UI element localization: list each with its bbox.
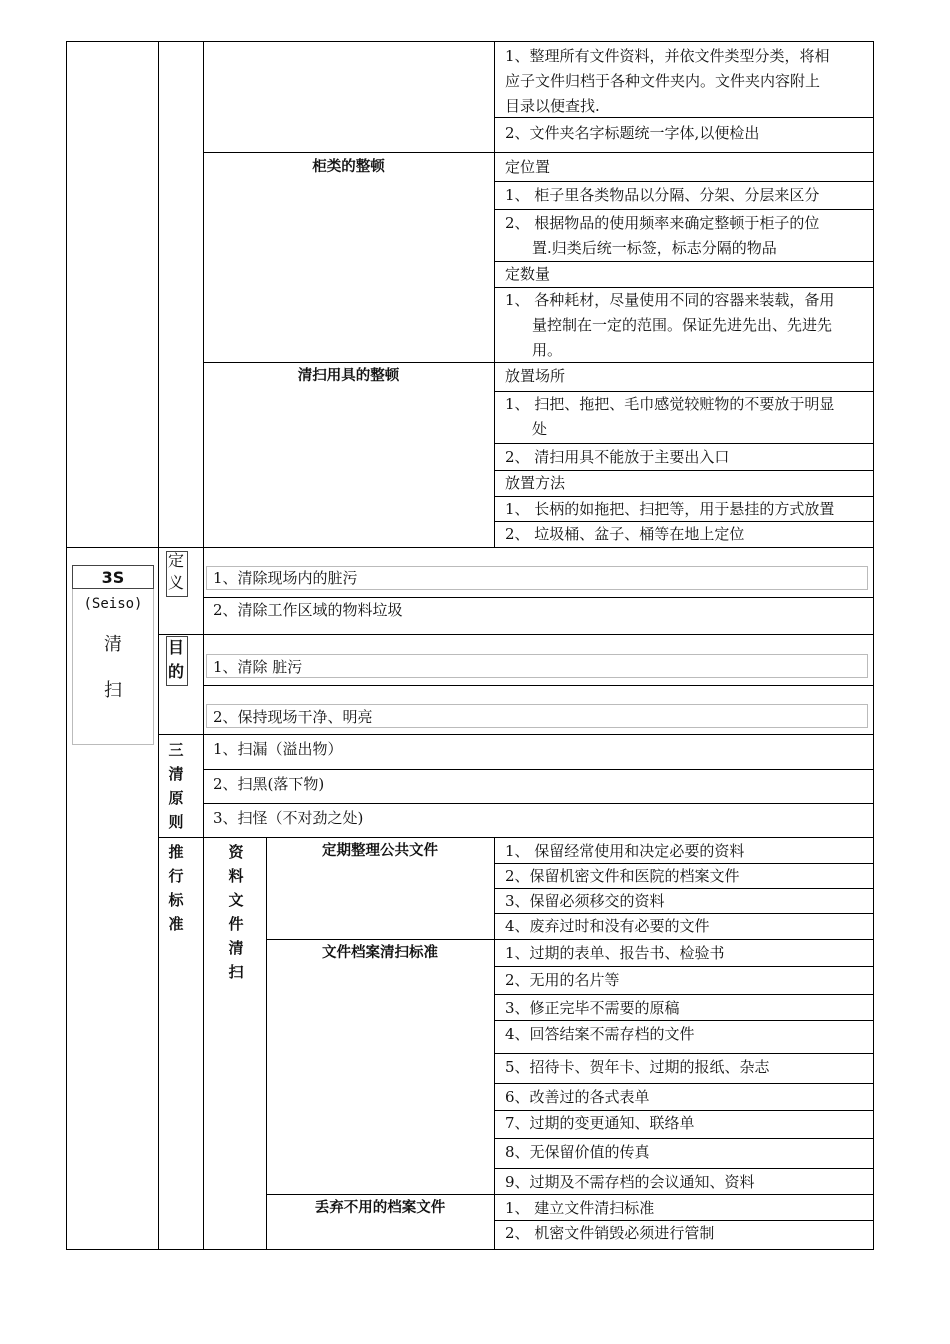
cabinet-row-3b: 置.归类后统一标签，标志分隔的物品: [532, 239, 777, 257]
cabinet-row-1: 定位置: [505, 158, 551, 176]
tools-row-6: 2、 垃圾桶、盆子、桶等在地上定位: [505, 525, 745, 543]
definition-label: 定义: [167, 551, 184, 592]
discard-item: 2、 机密文件销毁必须进行管制: [505, 1224, 715, 1242]
principles-label: 三清原则: [168, 741, 184, 831]
purpose-item-2: 2、保持现场干净、明亮: [213, 708, 373, 726]
cabinet-row-2: 1、 柜子里各类物品以分隔、分架、分层来区分: [505, 186, 820, 204]
archive-label: 文件档案清扫标准: [322, 945, 438, 961]
tools-row-1: 放置场所: [505, 367, 566, 385]
cabinet-row-4: 定数量: [505, 265, 551, 283]
tools-row-5: 1、 长柄的如拖把、扫把等，用于悬挂的方式放置: [505, 500, 835, 518]
definition-item-1: 1、清除现场内的脏污: [213, 569, 358, 587]
archive-item: 7、过期的变更通知、联络单: [505, 1114, 695, 1132]
standard-label: 推行标准: [168, 843, 184, 933]
tools-row-3: 2、 清扫用具不能放于主要出入口: [505, 448, 730, 466]
principle-item-1: 1、扫漏（溢出物）: [213, 740, 343, 758]
file-row-4: 2、文件夹名字标题统一字体,以便检出: [505, 124, 760, 142]
file-row-2: 应子文件归档于各种文件夹内。文件夹内容附上: [505, 72, 821, 90]
periodic-item: 2、保留机密文件和医院的档案文件: [505, 867, 740, 885]
periodic-label: 定期整理公共文件: [322, 843, 438, 859]
archive-item: 5、招待卡、贺年卡、过期的报纸、杂志: [505, 1058, 770, 1076]
discard-item: 1、 建立文件清扫标准: [505, 1199, 655, 1217]
archive-item: 3、修正完毕不需要的原稿: [505, 999, 680, 1017]
seiso-char-1: 清: [104, 634, 122, 655]
principle-item-2: 2、扫黑(落下物): [213, 775, 325, 793]
file-row-1: 1、整理所有文件资料，并依文件类型分类，将相: [505, 47, 830, 65]
cabinet-row-5a: 1、 各种耗材，尽量使用不同的容器来装载，备用: [505, 291, 835, 309]
seiso-roman: (Seiso): [83, 596, 143, 612]
archive-item: 9、过期及不需存档的会议通知、资料: [505, 1173, 755, 1191]
tools-row-2b: 处: [532, 420, 548, 438]
cabinet-row-5b: 量控制在一定的范围。保证先进先出、先进先: [532, 316, 833, 334]
seiso-code: 3S: [101, 568, 125, 587]
cleaning-tools-label: 清扫用具的整顿: [297, 368, 400, 384]
file-row-3: 目录以便查找.: [505, 97, 600, 115]
purpose-item-1: 1、清除 脏污: [213, 658, 303, 676]
archive-item: 4、回答结案不需存档的文件: [505, 1025, 695, 1043]
principle-item-3: 3、扫怪（不对劲之处): [213, 809, 364, 827]
periodic-item: 4、废弃过时和没有必要的文件: [505, 917, 710, 935]
tools-row-2a: 1、 扫把、拖把、毛巾感觉较赃物的不要放于明显: [505, 395, 835, 413]
purpose-label: 目的: [167, 638, 184, 681]
definition-item-2: 2、清除工作区域的物料垃圾: [213, 601, 403, 619]
cabinet-label: 柜类的整顿: [312, 159, 385, 175]
archive-item: 1、过期的表单、报告书、检验书: [505, 944, 725, 962]
archive-item: 8、无保留价值的传真: [505, 1143, 650, 1161]
periodic-item: 1、 保留经常使用和决定必要的资料: [505, 842, 745, 860]
discard-label: 丢弃不用的档案文件: [314, 1200, 446, 1216]
cabinet-row-3a: 2、 根据物品的使用频率来确定整顿于柜子的位: [505, 214, 820, 232]
archive-item: 2、无用的名片等: [505, 971, 620, 989]
periodic-item: 3、保留必须移交的资料: [505, 892, 665, 910]
standard-sub-label: 资料文件清扫: [228, 843, 244, 981]
archive-item: 6、改善过的各式表单: [505, 1088, 650, 1106]
tools-row-4: 放置方法: [505, 474, 566, 492]
cabinet-row-5c: 用。: [532, 341, 563, 359]
seiso-char-2: 扫: [104, 680, 122, 701]
